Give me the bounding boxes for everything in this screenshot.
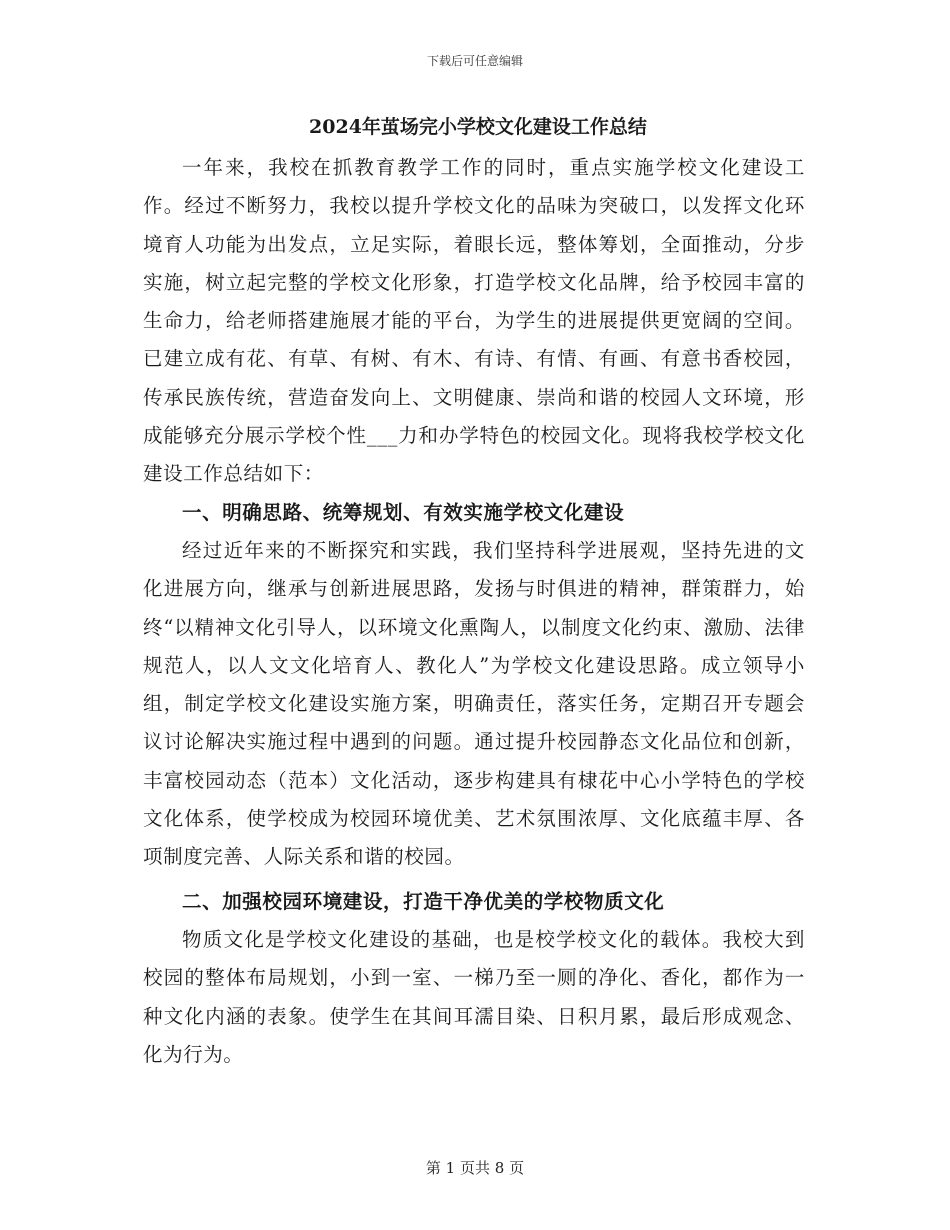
section-1-heading: 一、明确思路、统筹规划、有效实施学校文化建设 <box>182 500 625 524</box>
document-body <box>143 113 805 1074</box>
section-1-paragraph: 经过近年来的不断探究和实践，我们坚持科学进展观，坚持先进的文化进展方向，继承与创新进展思路，发扬与时俱进的精神，群策群力，始终“以精神文化引导人，以环境文化熏陶人，以制度文化约束、激励、法律规范人，以人文文化培育人、教化人”为学校文化建设思路。成立领导小组，制定学校文化建设实施方案，明确责任，落实任务，定期召开专题会议讨论解决实施过程中遇到的问题。通过提升校园静态文化品位和创新，丰富校园动态（范本）文化活动，逐步构建具有棣花中心小学特色的学校文化体系，使学校成为校园环境优美、艺术氛围浓厚、文化底蕴丰厚、各项制度完善、人际关系和谐的校园。 <box>143 538 805 869</box>
section-2-paragraph: 物质文化是学校文化建设的基础，也是校学校文化的载体。我校大到校园的整体布局规划，小到一室、一梯乃至一厕的净化、香化，都作为一种文化内涵的表象。使学生在其间耳濡目染、日积月累，最后形成观念、化为行为。 <box>143 927 805 1066</box>
header-text: 下载后可任意编辑 <box>426 54 523 68</box>
page-number: 第 1 页共 8 页 <box>425 1159 525 1177</box>
page-footer <box>0 1157 950 1178</box>
section-2-heading: 二、加强校园环境建设，打造干净优美的学校物质文化 <box>182 889 665 913</box>
page-header <box>0 52 950 69</box>
intro-paragraph: 一年来，我校在抓教育教学工作的同时，重点实施学校文化建设工作。经过不断努力，我校以提升学校文化的品味为突破口，以发挥文化环境育人功能为出发点，立足实际，着眼长远，整体筹划，全面推动，分步实施，树立起完整的学校文化形象，打造学校文化品牌，给予校园丰富的生命力，给老师搭建施展才能的平台，为学生的进展提供更宽阔的空间。已建立成有花、有草、有树、有木、有诗、有情、有画、有意书香校园，传承民族传统，营造奋发向上、文明健康、崇尚和谐的校园人文环境，形成能够充分展示学校个性___力和办学特色的校园文化。现将我校学校文化建设工作总结如下： <box>143 156 805 486</box>
document-title: 2024年茧场完小学校文化建设工作总结 <box>309 116 647 138</box>
